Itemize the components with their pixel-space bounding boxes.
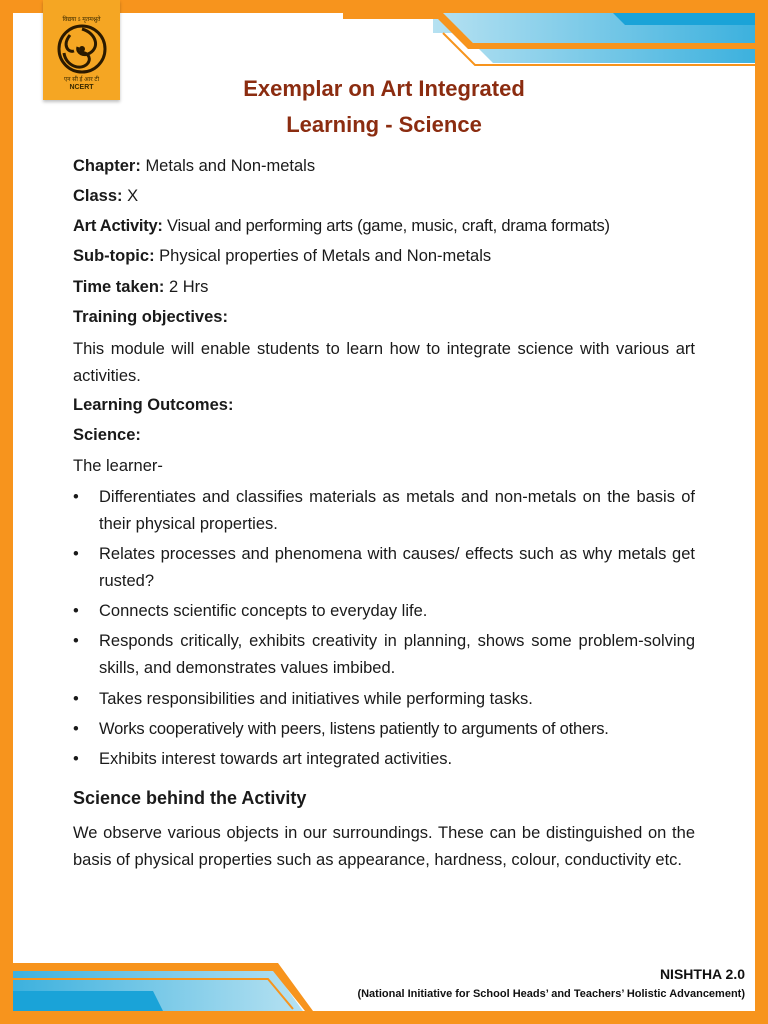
art-activity-value: Visual and performing arts (game, music, craft, drama formats) bbox=[167, 217, 610, 235]
footer-title: NISHTHA 2.0 bbox=[659, 966, 745, 982]
art-activity-label: Art Activity: bbox=[73, 217, 163, 235]
logo-hindi-name: एन सी ई आर टी bbox=[63, 77, 100, 83]
list-item-text: Differentiates and classifies materials as metals and non-metals on the basis of their physical properties. bbox=[99, 488, 695, 533]
bottom-left-decoration bbox=[13, 951, 755, 1011]
section-heading: Science behind the Activity bbox=[73, 788, 307, 808]
list-item-text: Relates processes and phenomena with causes/ effects such as why metals get rusted? bbox=[99, 545, 695, 590]
bullet-icon: • bbox=[73, 602, 79, 620]
logo-name: NCERT bbox=[69, 84, 94, 91]
learning-outcomes-label: Learning Outcomes: bbox=[73, 396, 234, 414]
list-item-text: Exhibits interest towards art integrated activities. bbox=[99, 750, 453, 768]
bullet-icon: • bbox=[73, 720, 79, 738]
footer-subtitle: (National Initiative for School Heads’ and Teachers’ Holistic Advancement) bbox=[357, 988, 745, 1000]
ncert-emblem-icon bbox=[56, 23, 108, 75]
learning-outcomes-heading bbox=[73, 396, 695, 415]
chapter-label: Chapter: bbox=[73, 157, 141, 175]
time-label: Time taken: bbox=[73, 278, 165, 296]
science-heading bbox=[73, 426, 695, 445]
bullet-icon: • bbox=[73, 545, 79, 563]
list-item-text: Connects scientific concepts to everyday life. bbox=[99, 602, 428, 620]
art-activity-row bbox=[73, 217, 695, 236]
science-label: Science: bbox=[73, 426, 141, 444]
list-item-text: Takes responsibilities and initiatives while performing tasks. bbox=[99, 690, 533, 708]
training-objectives-label: Training objectives: bbox=[73, 308, 228, 326]
chapter-value: Metals and Non-metals bbox=[145, 157, 316, 175]
list-item-text: Works cooperatively with peers, listens patiently to arguments of others. bbox=[99, 720, 609, 738]
class-value: X bbox=[127, 187, 139, 205]
page-title-line-2: Learning - Science bbox=[286, 112, 482, 137]
bullet-icon: • bbox=[73, 488, 79, 506]
bullet-icon: • bbox=[73, 632, 79, 650]
subtopic-label: Sub-topic: bbox=[73, 247, 155, 265]
subtopic-value: Physical properties of Metals and Non-metals bbox=[159, 247, 492, 265]
bullet-icon: • bbox=[73, 750, 79, 768]
page-title-line-1: Exemplar on Art Integrated bbox=[243, 76, 525, 101]
list-item-text: Responds critically, exhibits creativity in planning, shows some problem-solving skills, and demonstrates values imbibed. bbox=[99, 632, 695, 677]
training-objectives-heading bbox=[73, 308, 695, 327]
class-label: Class: bbox=[73, 187, 123, 205]
subtopic-row bbox=[73, 247, 695, 266]
time-value: 2 Hrs bbox=[169, 278, 209, 296]
logo-motto: विद्यया ऽ मृतमश्नुते bbox=[62, 17, 101, 23]
class-row bbox=[73, 187, 695, 206]
chapter-row bbox=[73, 157, 695, 176]
section-text: We observe various objects in our surroundings. These can be distinguished on the basis of physical properties such as appearance, hardness, colour, conductivity etc. bbox=[73, 824, 695, 869]
top-right-decoration bbox=[13, 13, 755, 73]
training-objectives-text: This module will enable students to learn how to integrate science with various art activities. bbox=[73, 340, 695, 385]
bullet-icon: • bbox=[73, 690, 79, 708]
learner-intro: The learner- bbox=[73, 457, 163, 475]
time-row bbox=[73, 278, 695, 297]
